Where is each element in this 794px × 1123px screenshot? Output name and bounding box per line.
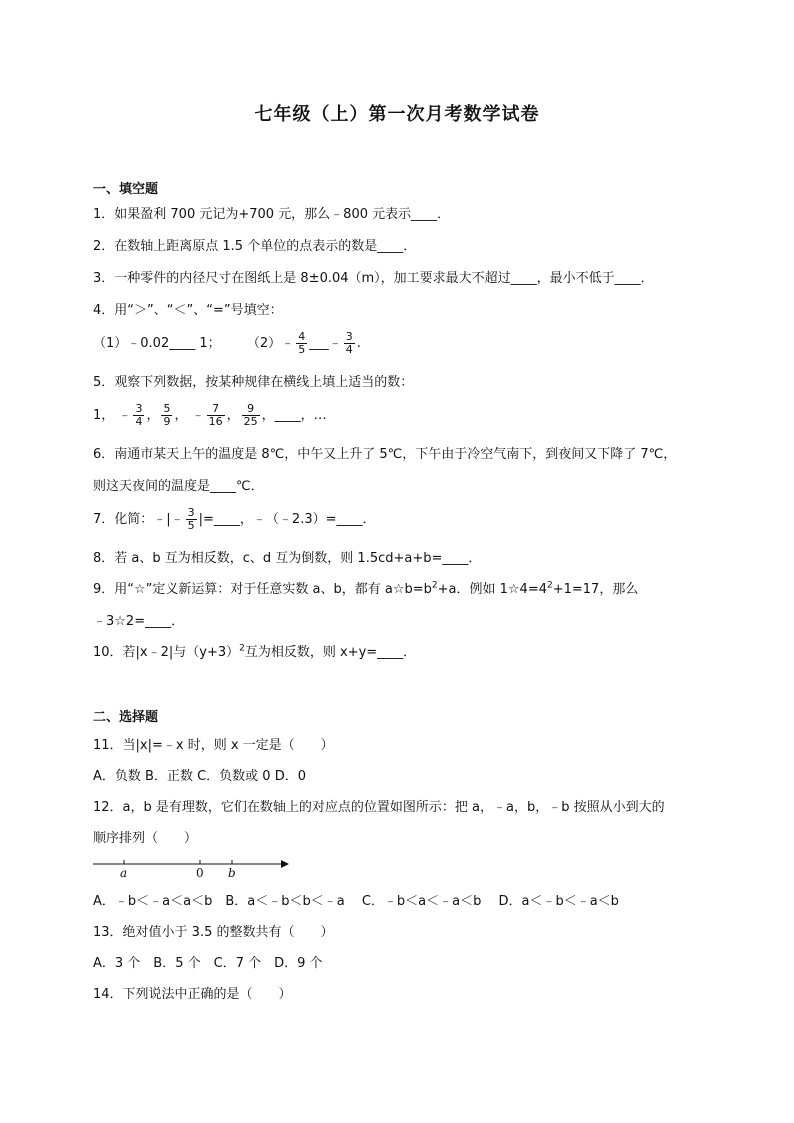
question-10: 10．若|x﹣2|与$(y+3)^2$互为相反数，则 x+y=____． [93,643,417,660]
question-9: 9．用“☆”定义新运算：对于任意实数 a、b，都有 $a☆b=b^2+a$．例如 $1☆4=4^2+1=17$，那么 [93,580,639,597]
question-12-continued: 顺序排列（ ） [93,831,198,846]
page-title: 七年级（上）第一次月考数学试卷 [254,104,540,125]
section-heading-multiple-choice: 二、选择题 [93,710,159,725]
fraction: $\frac{9}{25}$ [243,402,258,428]
question-11: 11．当|x|=﹣x 时，则 x 一定是（ ） [93,738,334,753]
question-12-options: A．﹣b＜﹣a＜a＜b B．a＜﹣b＜b＜﹣a C．﹣b＜a＜﹣a＜b D．a＜﹣b＜﹣a＜b [93,894,619,909]
question-13-options: A．3 个 B．5 个 C．7 个 D．9 个 [93,956,323,971]
question-12: 12．a，b 是有理数，它们在数轴上的对应点的位置如图所示：把 a，﹣a，b，﹣b 按照从小到大的 [93,800,665,815]
question-5-sequence: 1， ﹣ $\frac{3}{4}$ ， $\frac{5}{9}$ ， ﹣ $\frac{7}{16}$ ， $\frac{9}{25}$ ，____，… [93,402,327,428]
fraction: $\frac{3}{4}$ [135,402,143,428]
question-6: 6．南通市某天上午的温度是 8℃，中午又上升了 5℃，下午由于冷空气南下，到夜间又下降了 7℃， [93,447,677,462]
question-14: 14．下列说法中正确的是（ ） [93,987,292,1002]
fraction: $\frac{5}{9}$ [163,402,171,428]
question-4: 4．用“＞”、“＜”、“=”号填空： [93,303,283,318]
q4-part1: （1）﹣0.02____ 1； [93,336,221,351]
question-9-continued: ﹣3☆2=____． [93,614,185,629]
fraction: $\frac{3}{5}$ [187,506,195,532]
fraction: $\frac{7}{16}$ [208,402,223,428]
q4-part2-mid: ___﹣ [309,336,342,351]
fraction: $\frac{3}{4}$ [345,330,353,356]
number-line-label-a: a [120,866,128,880]
fraction: $\frac{4}{5}$ [298,330,306,356]
question-6-continued: 则这天夜间的温度是____℃． [93,479,264,494]
question-13: 13．绝对值小于 3.5 的整数共有（ ） [93,925,334,940]
number-line-label-zero: 0 [196,866,204,880]
question-7: 7．化简：﹣|﹣ $\frac{3}{5}$ |=____，﹣（﹣2.3）=____． [93,506,376,532]
question-2: 2．在数轴上距离原点 1.5 个单位的点表示的数是____． [93,239,417,254]
number-line-figure [93,858,293,884]
q4-part2-prefix: （2）﹣ [246,336,295,351]
question-1: 1．如果盈利 700 元记为+700 元，那么﹣800 元表示____． [93,207,451,222]
number-line-label-b: b [228,866,236,880]
question-4-subparts: （1）﹣0.02____ 1； （2）﹣ $\frac{4}{5}$ ___﹣ $\frac{3}{4}$ . [93,330,361,356]
question-3: 3．一种零件的内径尺寸在图纸上是 8±0.04（m），加工要求最大不超过____，最小不低于____． [93,271,654,286]
question-11-options: A．负数 B．正数 C．负数或 0 D．0 [93,769,306,784]
question-8: 8．若 a、b 互为相反数，c、d 互为倒数，则 1.5cd+a+b=____． [93,551,482,566]
question-5: 5．观察下列数据，按某种规律在横线上填上适当的数： [93,375,414,390]
section-heading-fill-in: 一、填空题 [93,182,159,197]
